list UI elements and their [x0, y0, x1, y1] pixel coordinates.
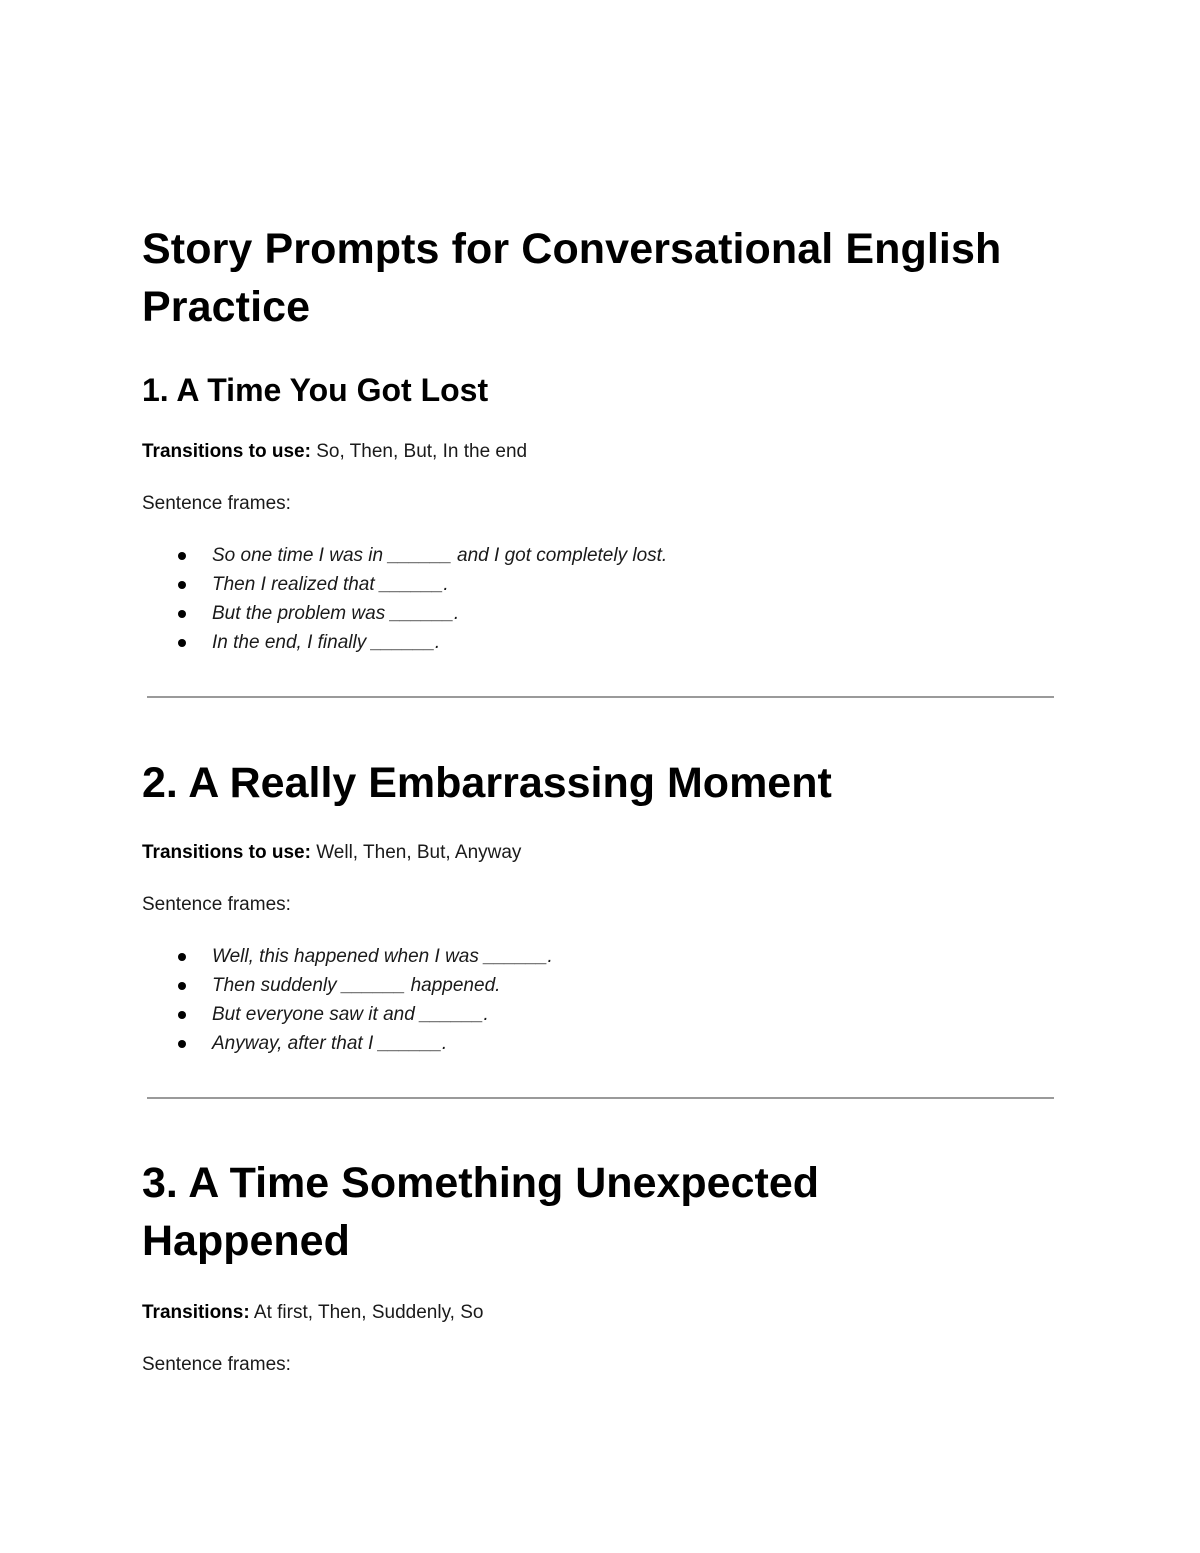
bullet-icon — [178, 953, 186, 961]
section-divider — [147, 696, 1054, 698]
section-1-frames-list — [142, 541, 1054, 657]
section-2-heading: 2. A Really Embarrassing Moment — [142, 759, 832, 807]
frame-text: In the end, I finally ______. — [212, 632, 441, 653]
bullet-icon — [178, 581, 186, 589]
list-item — [142, 599, 1054, 628]
bullet-icon — [178, 610, 186, 618]
list-item — [142, 1029, 1054, 1058]
frame-text: So one time I was in ______ and I got completely lost. — [212, 545, 668, 566]
section-3-transitions — [142, 1301, 483, 1325]
section-2-transitions — [142, 841, 521, 865]
list-item — [142, 628, 1054, 657]
section-1-transitions — [142, 440, 527, 464]
frame-text: Then I realized that ______. — [212, 574, 449, 595]
list-item — [142, 942, 1054, 971]
frame-text: Anyway, after that I ______. — [212, 1033, 448, 1054]
document-title: Story Prompts for Conversational English Practice — [142, 225, 1002, 331]
section-1-heading: 1. A Time You Got Lost — [142, 372, 489, 408]
list-item — [142, 541, 1054, 570]
section-1-frames-label: Sentence frames: — [142, 493, 291, 514]
frame-text: But everyone saw it and ______. — [212, 1004, 489, 1025]
transitions-list: So, Then, But, In the end — [316, 441, 528, 462]
list-item — [142, 1000, 1054, 1029]
frame-text: Well, this happened when I was ______. — [212, 946, 553, 967]
bullet-icon — [178, 639, 186, 647]
frame-text: Then suddenly ______ happened. — [212, 975, 501, 996]
transitions-list: Well, Then, But, Anyway — [316, 842, 522, 863]
bullet-icon — [178, 1040, 186, 1048]
bullet-icon — [178, 1011, 186, 1019]
section-3-frames-label: Sentence frames: — [142, 1354, 291, 1375]
bullet-icon — [178, 982, 186, 990]
list-item — [142, 971, 1054, 1000]
section-2-frames-list — [142, 942, 1054, 1058]
transitions-list: At first, Then, Suddenly, So — [253, 1302, 484, 1323]
section-2-frames-label: Sentence frames: — [142, 894, 291, 915]
frame-text: But the problem was ______. — [212, 603, 460, 624]
section-3-heading: 3. A Time Something Unexpected Happened — [142, 1159, 819, 1265]
list-item — [142, 570, 1054, 599]
section-divider — [147, 1097, 1054, 1099]
transitions-label: Transitions to use: — [142, 842, 311, 863]
transitions-label: Transitions to use: — [142, 441, 311, 462]
bullet-icon — [178, 552, 186, 560]
transitions-label: Transitions: — [142, 1302, 250, 1323]
